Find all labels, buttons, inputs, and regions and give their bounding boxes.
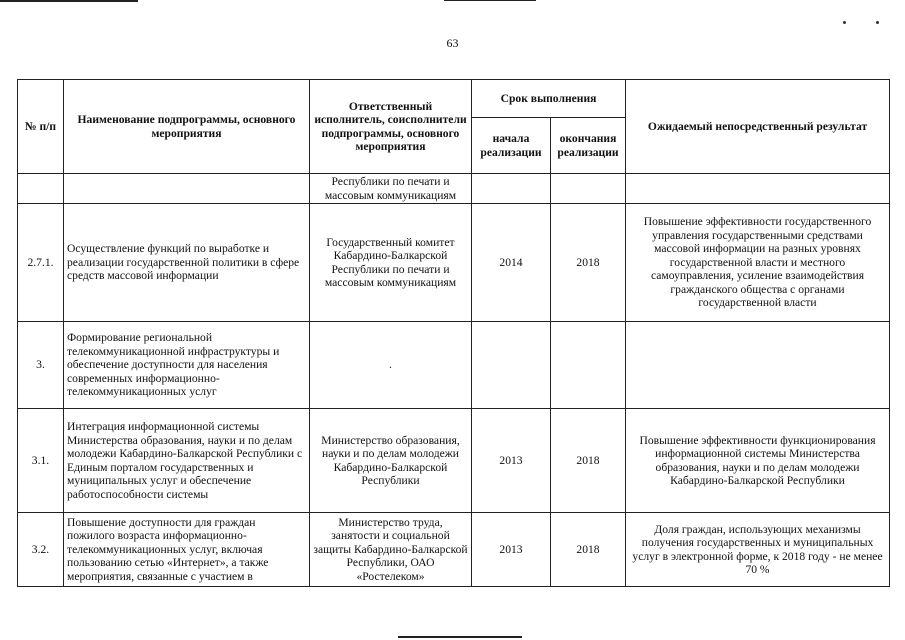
- scan-dot: [843, 21, 846, 24]
- header-name: Наименование подпрограммы, основного мероприятия: [64, 80, 310, 174]
- header-num: № п/п: [18, 80, 64, 174]
- table-row: [18, 204, 890, 322]
- table-row: [18, 409, 890, 513]
- scan-line-top-left: [0, 0, 138, 2]
- row-start: 2013: [472, 409, 551, 513]
- row-responsible: Республики по печати и массовым коммуникациям: [310, 174, 472, 204]
- row-num: 2.7.1.: [18, 204, 64, 322]
- header-term: Срок выполнения: [472, 80, 626, 118]
- row-responsible: Министерство образования, науки и по делам молодежи Кабардино-Балкарской Республики: [310, 409, 472, 513]
- row-num: 3.: [18, 322, 64, 409]
- row-name: Формирование региональной телекоммуникационной инфраструктуры и обеспечение доступности для населения современных информационно-телекоммуникационных услуг: [64, 322, 310, 409]
- row-num: [18, 174, 64, 204]
- row-responsible: Министерство труда, занятости и социальной защиты Кабардино-Балкарской Республики, ОАО «Ростелеком»: [310, 513, 472, 587]
- row-name: [64, 174, 310, 204]
- row-result: Повышение эффективности государственного управления государственными средствами массовой информации на разных уровнях государственной власти и местного самоуправления, усиление взаимодействия гражданского общества с органами государственной власти: [626, 204, 890, 322]
- row-end: [551, 174, 626, 204]
- row-result: Доля граждан, использующих механизмы получения государственных и муниципальных услуг в электронной форме, к 2018 году - не менее 70 %: [626, 513, 890, 587]
- table-row: [18, 322, 890, 409]
- scan-line-top-center: [444, 0, 536, 1]
- row-start: [472, 174, 551, 204]
- row-result: [626, 174, 890, 204]
- row-name: Интеграция информационной системы Министерства образования, науки и по делам молодежи Кабардино-Балкарской Республики с Единым порталом государственных и муниципальных услуг и обеспечение работоспособности системы: [64, 409, 310, 513]
- row-responsible: .: [310, 322, 472, 409]
- row-end: 2018: [551, 409, 626, 513]
- scan-dot: [876, 21, 879, 24]
- row-start: 2013: [472, 513, 551, 587]
- row-result: Повышение эффективности функционирования информационной системы Министерства образования, науки и по делам молодежи Кабардино-Балкарской Республики: [626, 409, 890, 513]
- measures-table: [17, 79, 890, 587]
- row-responsible: Государственный комитет Кабардино-Балкарской Республики по печати и массовым коммуникациям: [310, 204, 472, 322]
- row-start: 2014: [472, 204, 551, 322]
- row-num: 3.2.: [18, 513, 64, 587]
- header-start: начала реализации: [472, 118, 551, 174]
- row-name: Повышение доступности для граждан пожилого возраста информационно-телекоммуникационных услуг, включая пользованию сетью «Интернет», а также мероприятия, связанные с участием в: [64, 513, 310, 587]
- row-end: 2018: [551, 513, 626, 587]
- scan-line-bottom: [398, 636, 522, 638]
- row-result: [626, 322, 890, 409]
- header-result: Ожидаемый непосредственный результат: [626, 80, 890, 174]
- table-row: [18, 513, 890, 587]
- header-row: [18, 80, 890, 118]
- header-responsible: Ответственный исполнитель, соисполнители подпрограммы, основного мероприятия: [310, 80, 472, 174]
- header-end: окончания реализации: [551, 118, 626, 174]
- table-row: [18, 174, 890, 204]
- row-name: Осуществление функций по выработке и реализации государственной политики в сфере средств массовой информации: [64, 204, 310, 322]
- row-end: [551, 322, 626, 409]
- page-number: 63: [446, 36, 459, 50]
- row-num: 3.1.: [18, 409, 64, 513]
- row-end: 2018: [551, 204, 626, 322]
- row-start: [472, 322, 551, 409]
